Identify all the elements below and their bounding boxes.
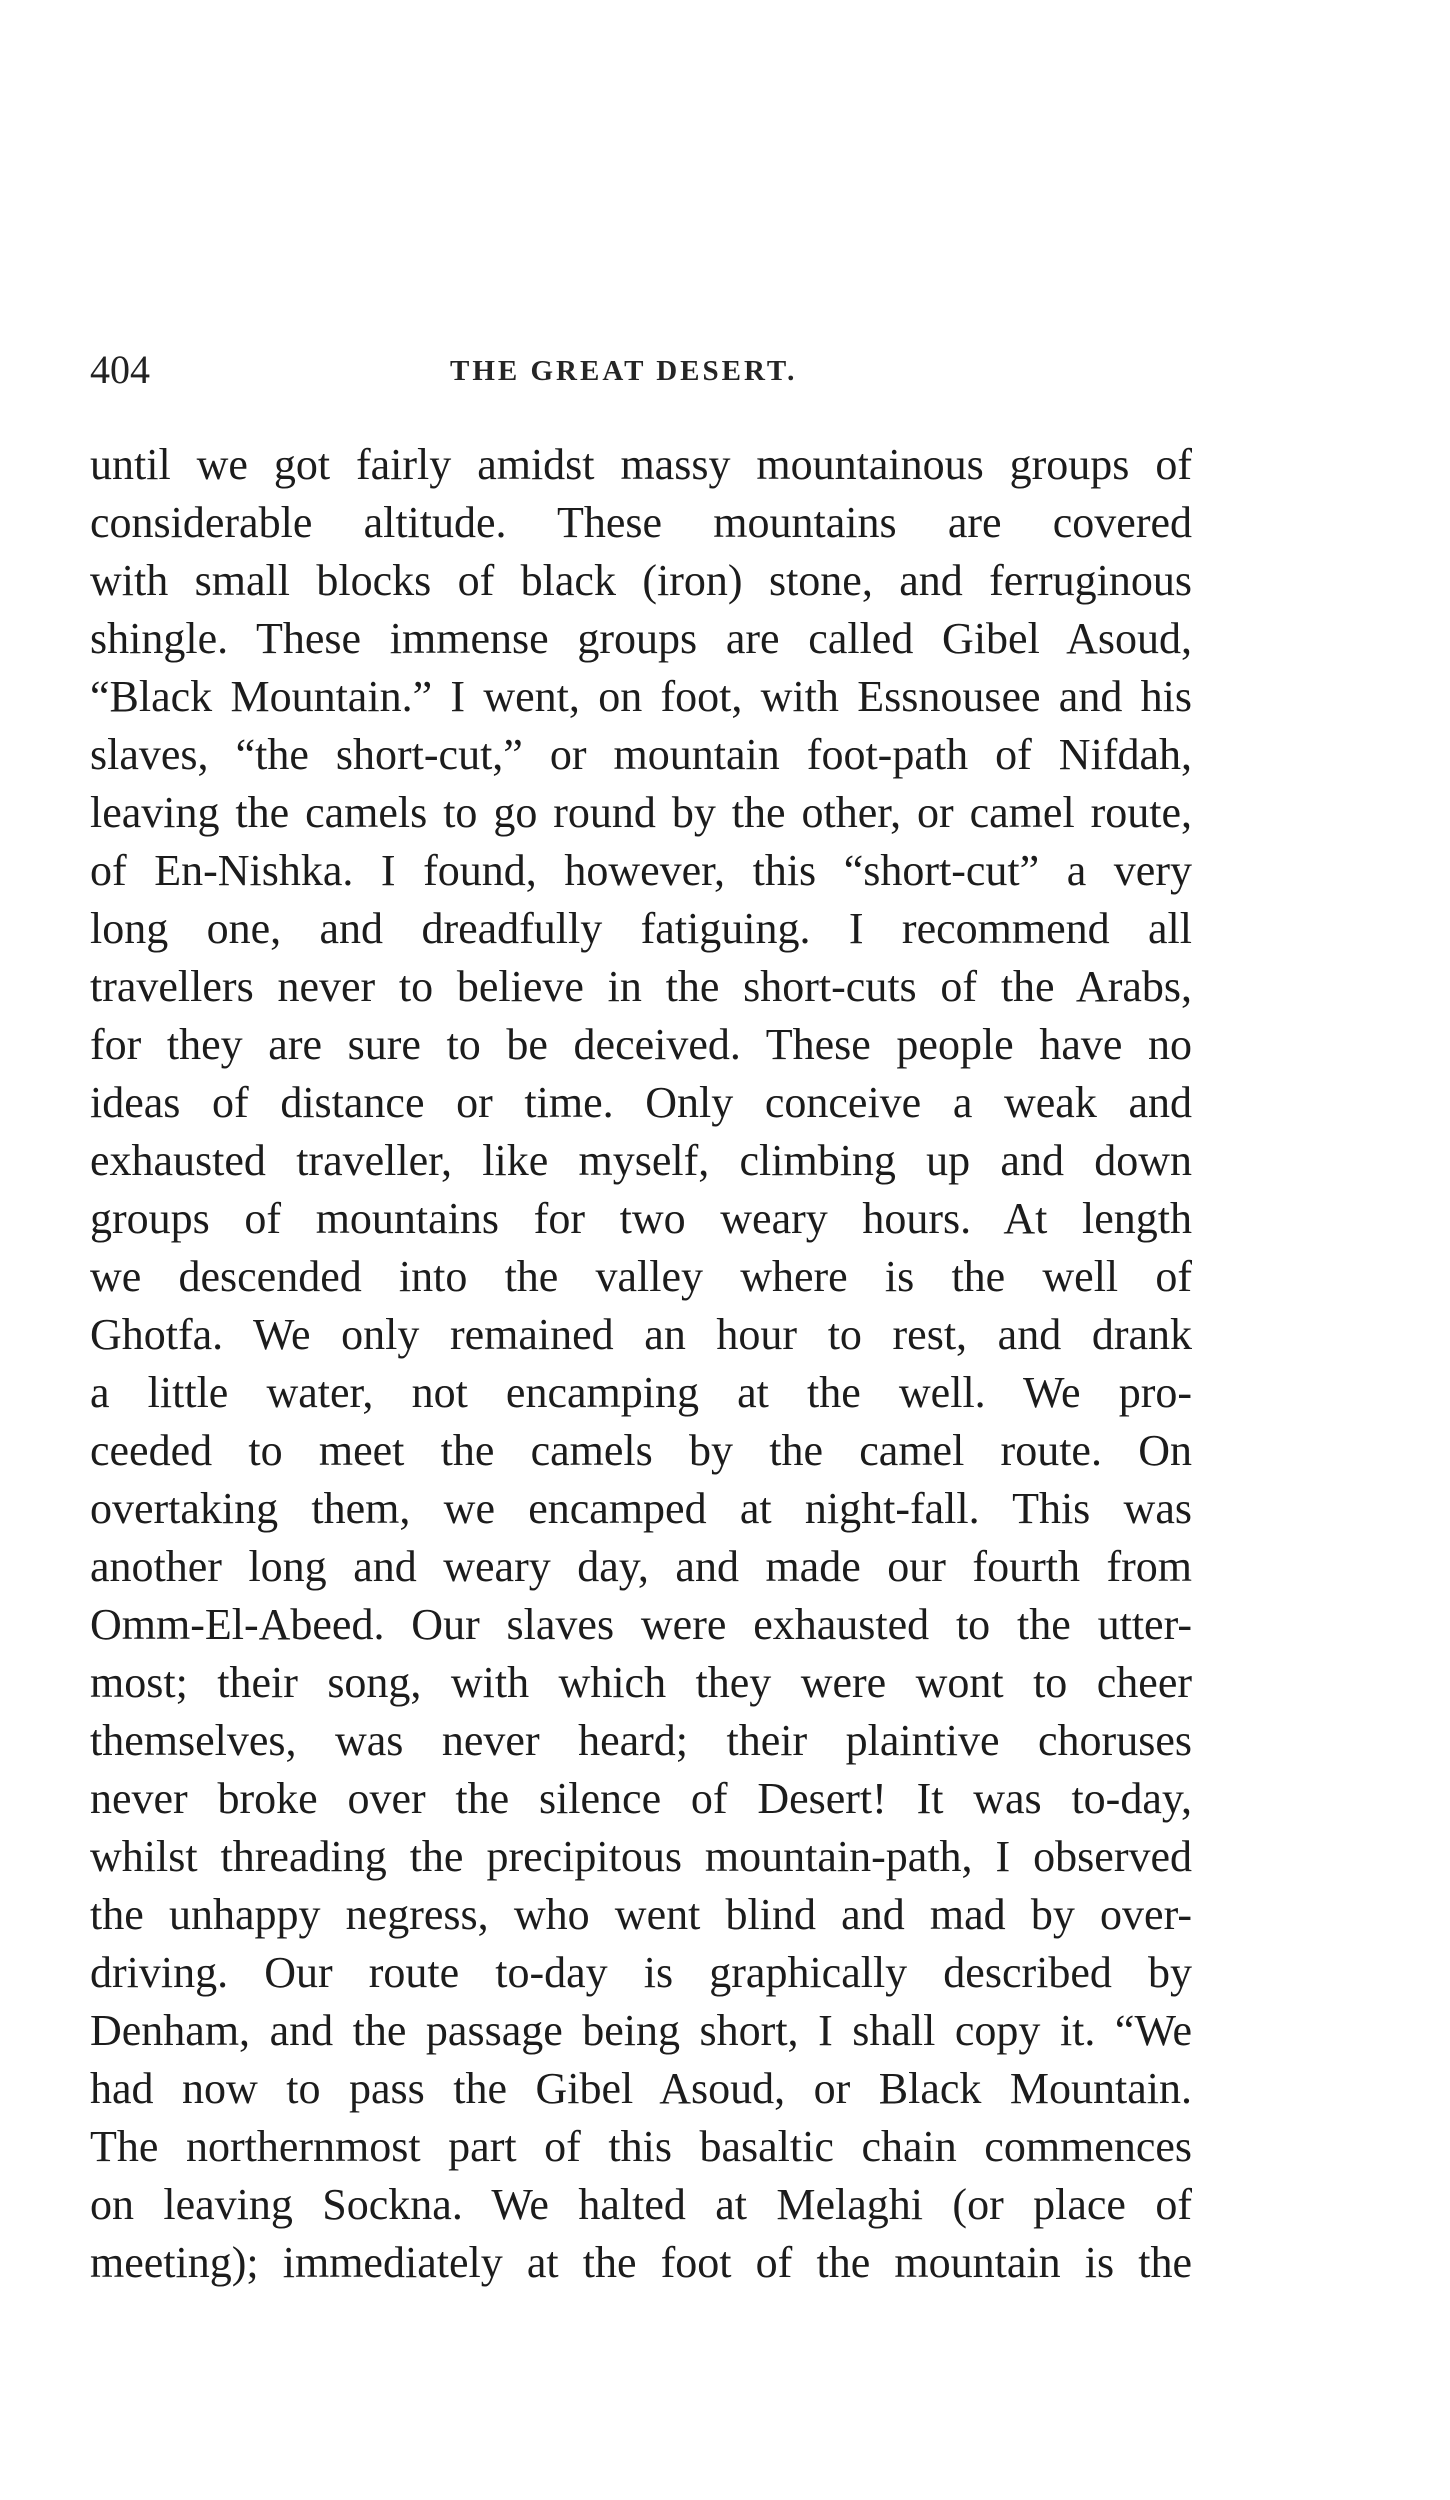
text-line: driving. Our route to-day is graphically described by (90, 1948, 1192, 1997)
text-line: until we got fairly amidst massy mountainous groups of (90, 440, 1192, 489)
text-line: of En-Nishka. I found, however, this “short-cut” a very (90, 846, 1192, 895)
text-line: shingle. These immense groups are called Gibel Asoud, (90, 614, 1192, 663)
text-line: Ghotfa. We only remained an hour to rest, and drank (90, 1310, 1192, 1359)
text-line: considerable altitude. These mountains are covered (90, 498, 1192, 547)
text-line: whilst threading the precipitous mountain-path, I observed (90, 1832, 1192, 1881)
text-line: we descended into the valley where is the well of (90, 1252, 1192, 1301)
body-text (90, 436, 1192, 2292)
running-title: THE GREAT DESERT. (450, 355, 798, 387)
text-line: with small blocks of black (iron) stone, and ferruginous (90, 556, 1192, 605)
page-number: 404 (90, 347, 150, 392)
text-line: had now to pass the Gibel Asoud, or Black Mountain. (90, 2064, 1192, 2113)
text-line: for they are sure to be deceived. These people have no (90, 1020, 1192, 1069)
text-line: on leaving Sockna. We halted at Melaghi (or place of (90, 2180, 1192, 2229)
text-line: Denham, and the passage being short, I shall copy it. “We (90, 2006, 1192, 2055)
text-line: slaves, “the short-cut,” or mountain foot-path of Nifdah, (90, 730, 1192, 779)
text-line: exhausted traveller, like myself, climbing up and down (90, 1136, 1192, 1185)
text-line: leaving the camels to go round by the other, or camel route, (90, 788, 1192, 837)
text-line: never broke over the silence of Desert! It was to-day, (90, 1774, 1192, 1823)
text-line: “Black Mountain.” I went, on foot, with Essnousee and his (90, 672, 1192, 721)
text-line: another long and weary day, and made our fourth from (90, 1542, 1192, 1591)
text-line: groups of mountains for two weary hours. At length (90, 1194, 1192, 1243)
running-head (90, 345, 1190, 395)
text-line: The northernmost part of this basaltic chain commences (90, 2122, 1192, 2171)
text-line: themselves, was never heard; their plaintive choruses (90, 1716, 1192, 1765)
text-line: a little water, not encamping at the well. We pro- (90, 1368, 1192, 1417)
text-line: Omm-El-Abeed. Our slaves were exhausted to the utter- (90, 1600, 1192, 1649)
text-line: most; their song, with which they were wont to cheer (90, 1658, 1192, 1707)
text-line: the unhappy negress, who went blind and mad by over- (90, 1890, 1192, 1939)
text-line: ceeded to meet the camels by the camel route. On (90, 1426, 1192, 1475)
text-line: travellers never to believe in the short-cuts of the Arabs, (90, 962, 1192, 1011)
text-line: overtaking them, we encamped at night-fall. This was (90, 1484, 1192, 1533)
text-line: meeting); immediately at the foot of the mountain is the (90, 2238, 1192, 2287)
text-line: ideas of distance or time. Only conceive a weak and (90, 1078, 1192, 1127)
text-line: long one, and dreadfully fatiguing. I recommend all (90, 904, 1192, 953)
